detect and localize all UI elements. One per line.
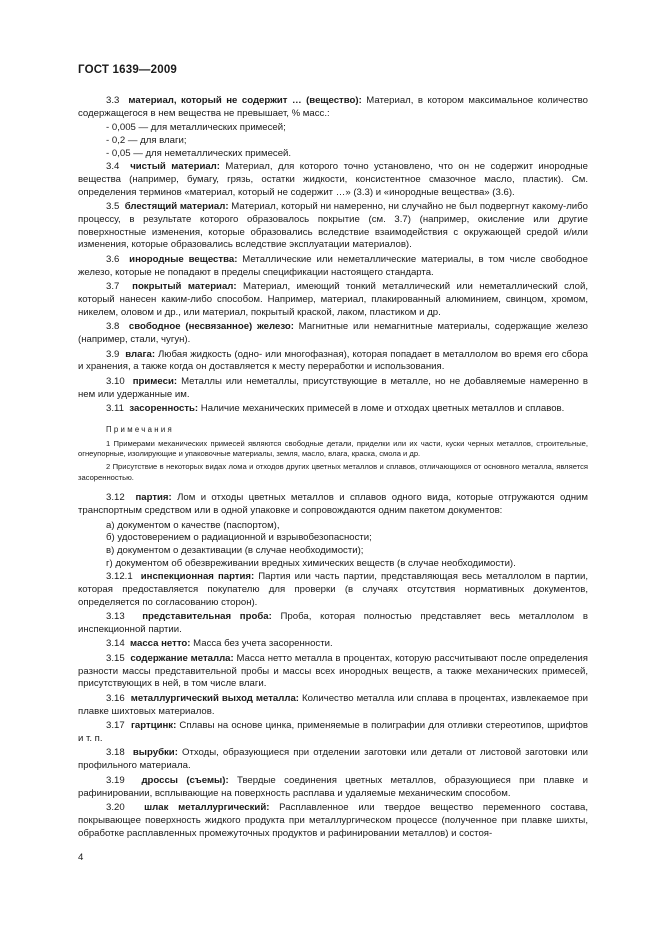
term: примеси: [132, 375, 178, 387]
note-1: 1 Примерами механических примесей являются свободные детали, приделки или их части, куски черных металлов, строительные, огнеупорные, изолирующие и упаковочные материалы, земля, масло, влага, краска, смола и др. [78, 438, 588, 459]
term: содержание металла: [130, 652, 234, 664]
list-item: а) документом о качестве (паспортом), [106, 519, 280, 531]
document-body [78, 95, 588, 842]
section-3-3: 3.3 материал, который не содержит … (вещество): Материал, в котором максимальное количество содержащегося в нем вещества не превышает, % масс.: [78, 95, 588, 119]
term: свободное (несвязанное) железо: [128, 321, 294, 333]
section-3-8: 3.8 свободное (несвязанное) железо: Магнитные или немагнитные материалы, содержащие железо (например, стали, чугун). [78, 321, 588, 346]
section-3-20: 3.20 шлак металлургический: Расплавленное или твердое вещество переменного состава, покрывающее поверхность жидкого продукта при металлургическом процессе (полученное при плавке шихты, обработке расплавленных промежуточных продуктов и рафинировании металлов) и состоя- [78, 801, 588, 839]
section-3-12-1: 3.12.1 инспекционная партия: Партия или часть партии, представляющая весь металлолом в партии, которая предоставляется покупателю для проверки (в случаях отсутствия нормативных документов, определяется по согласованию сторон). [78, 570, 588, 608]
section-3-7: 3.7 покрытый материал: Материал, имеющий тонкий металлический или неметаллический слой, который нанесен каким-либо способом. Например, материал, плакированный алюминием, свинцом, хромом, никелем, оловом и др., или материал, покрытый краской, лаком, пластиком и др. [78, 281, 588, 318]
section-3-4: 3.4 чистый материал: Материал, для которого точно установлено, что он не содержит инородные вещества (например, бумагу, грязь, остатки жидкости, консистентное смазочное масло, пластик). См. определения терминов «материал, который не содержит …» (3.3) и «инородные вещества» (3.6). [78, 160, 588, 198]
section-3-17: 3.17 гартцинк: Сплавы на основе цинка, применяемые в полиграфии для отливки стереотипов, шрифтов и т. п. [78, 720, 588, 744]
term: влага: [125, 348, 156, 360]
term: покрытый материал: [132, 281, 237, 293]
term: гартцинк: [130, 720, 177, 732]
section-3-12: 3.12 партия: Лом и отходы цветных металлов и сплавов одного вида, которые отгружаются одним транспортным средством или в одной упаковке и сопровождаются одним пакетом документов: [78, 492, 588, 517]
section-3-9: 3.9 влага: Любая жидкость (одно- или многофазная), которая попадает в металлолом во время его сбора и хранения, а также когда он доставляется к месту переработки и использования. [78, 348, 588, 373]
section-3-13: 3.13 представительная проба: Проба, которая полностью представляет весь металлолом в инспекционной партии. [78, 611, 588, 635]
section-3-16: 3.16 металлургический выход металла: Количество металла или сплава в процентах, извлекаемое при плавке шихтовых материалов. [78, 692, 588, 717]
notes-title: Примечания [106, 425, 175, 434]
list-item: - 0,2 — для влаги; [106, 135, 187, 147]
list-item: - 0,005 — для металлических примесей; [106, 122, 286, 134]
list-item: б) удостоверением о радиационной и взрывобезопасности; [106, 532, 372, 544]
list-item: в) документом о дезактивации (в случае необходимости); [106, 545, 364, 557]
section-3-11: 3.11 засоренность: Наличие механических примесей в ломе и отходах цветных металлов и сплавов. [106, 403, 565, 415]
note-2: 2 Присутствие в некоторых видах лома и отходов других цветных металлов и сплавов, отличающихся от основного металла, является засоренностью. [78, 462, 588, 482]
page-number: 4 [78, 852, 84, 863]
term: вырубки: [132, 747, 178, 759]
term: чистый материал: [130, 160, 220, 172]
term: шлак металлургический: [144, 801, 270, 813]
term: материал, который не содержит … (вещество): [128, 95, 362, 106]
term: партия: [135, 492, 172, 504]
document-header: ГОСТ 1639—2009 [78, 64, 178, 76]
section-3-19: 3.19 дроссы (съемы): Твердые соединения цветных металлов, образующиеся при плавке и рафинировании, всплывающие на поверхность расплава и удаляемые механическим способом. [78, 774, 588, 799]
term: инспекционная партия: [140, 570, 255, 582]
term: представительная проба: [142, 611, 272, 622]
term: блестящий материал: [124, 200, 229, 212]
section-3-18: 3.18 вырубки: Отходы, образующиеся при отделении заготовки или детали от листовой заготовки или профильного материала. [78, 747, 588, 772]
term: засоренность: [129, 403, 199, 415]
list-item: - 0,05 — для неметаллических примесей. [106, 147, 292, 159]
list-item: г) документом об обезвреживании вредных химических веществ (в случае необходимости). [106, 558, 516, 570]
section-3-10: 3.10 примеси: Металлы или неметаллы, присутствующие в металле, но не добавляемые намеренно в нем или удержанные им. [78, 375, 588, 400]
section-3-6: 3.6 инородные вещества: Металлические или неметаллические материалы, в том числе свободное железо, которые не попадают в пределы спецификации настоящего стандарта. [78, 253, 588, 278]
section-3-15: 3.15 содержание металла: Масса нетто металла в процентах, которую рассчитывают после определения разности массы представительной пробы и массы всех инородных веществ, а также механических примесей, присутствующих в ней, в том числе влаги. [78, 652, 588, 690]
term: дроссы (съемы): [141, 774, 229, 786]
section-3-14: 3.14 масса нетто: Масса без учета засоренности. [106, 638, 333, 650]
term: металлургический выход металла: [130, 692, 299, 704]
section-3-5: 3.5 блестящий материал: Материал, который ни намеренно, ни случайно не был подвергнут какому-либо процессу, в результате которого образовалось покрытие (см. 3.7) (например, окисление или другие поверхностные изменения, которые образовались вследствие взаимодействия с окружающей средой и/или изменения, которые образовались вследствие эксплуатации материалов). [78, 200, 588, 251]
term: масса нетто: [130, 638, 191, 650]
term: инородные вещества: [129, 253, 238, 265]
